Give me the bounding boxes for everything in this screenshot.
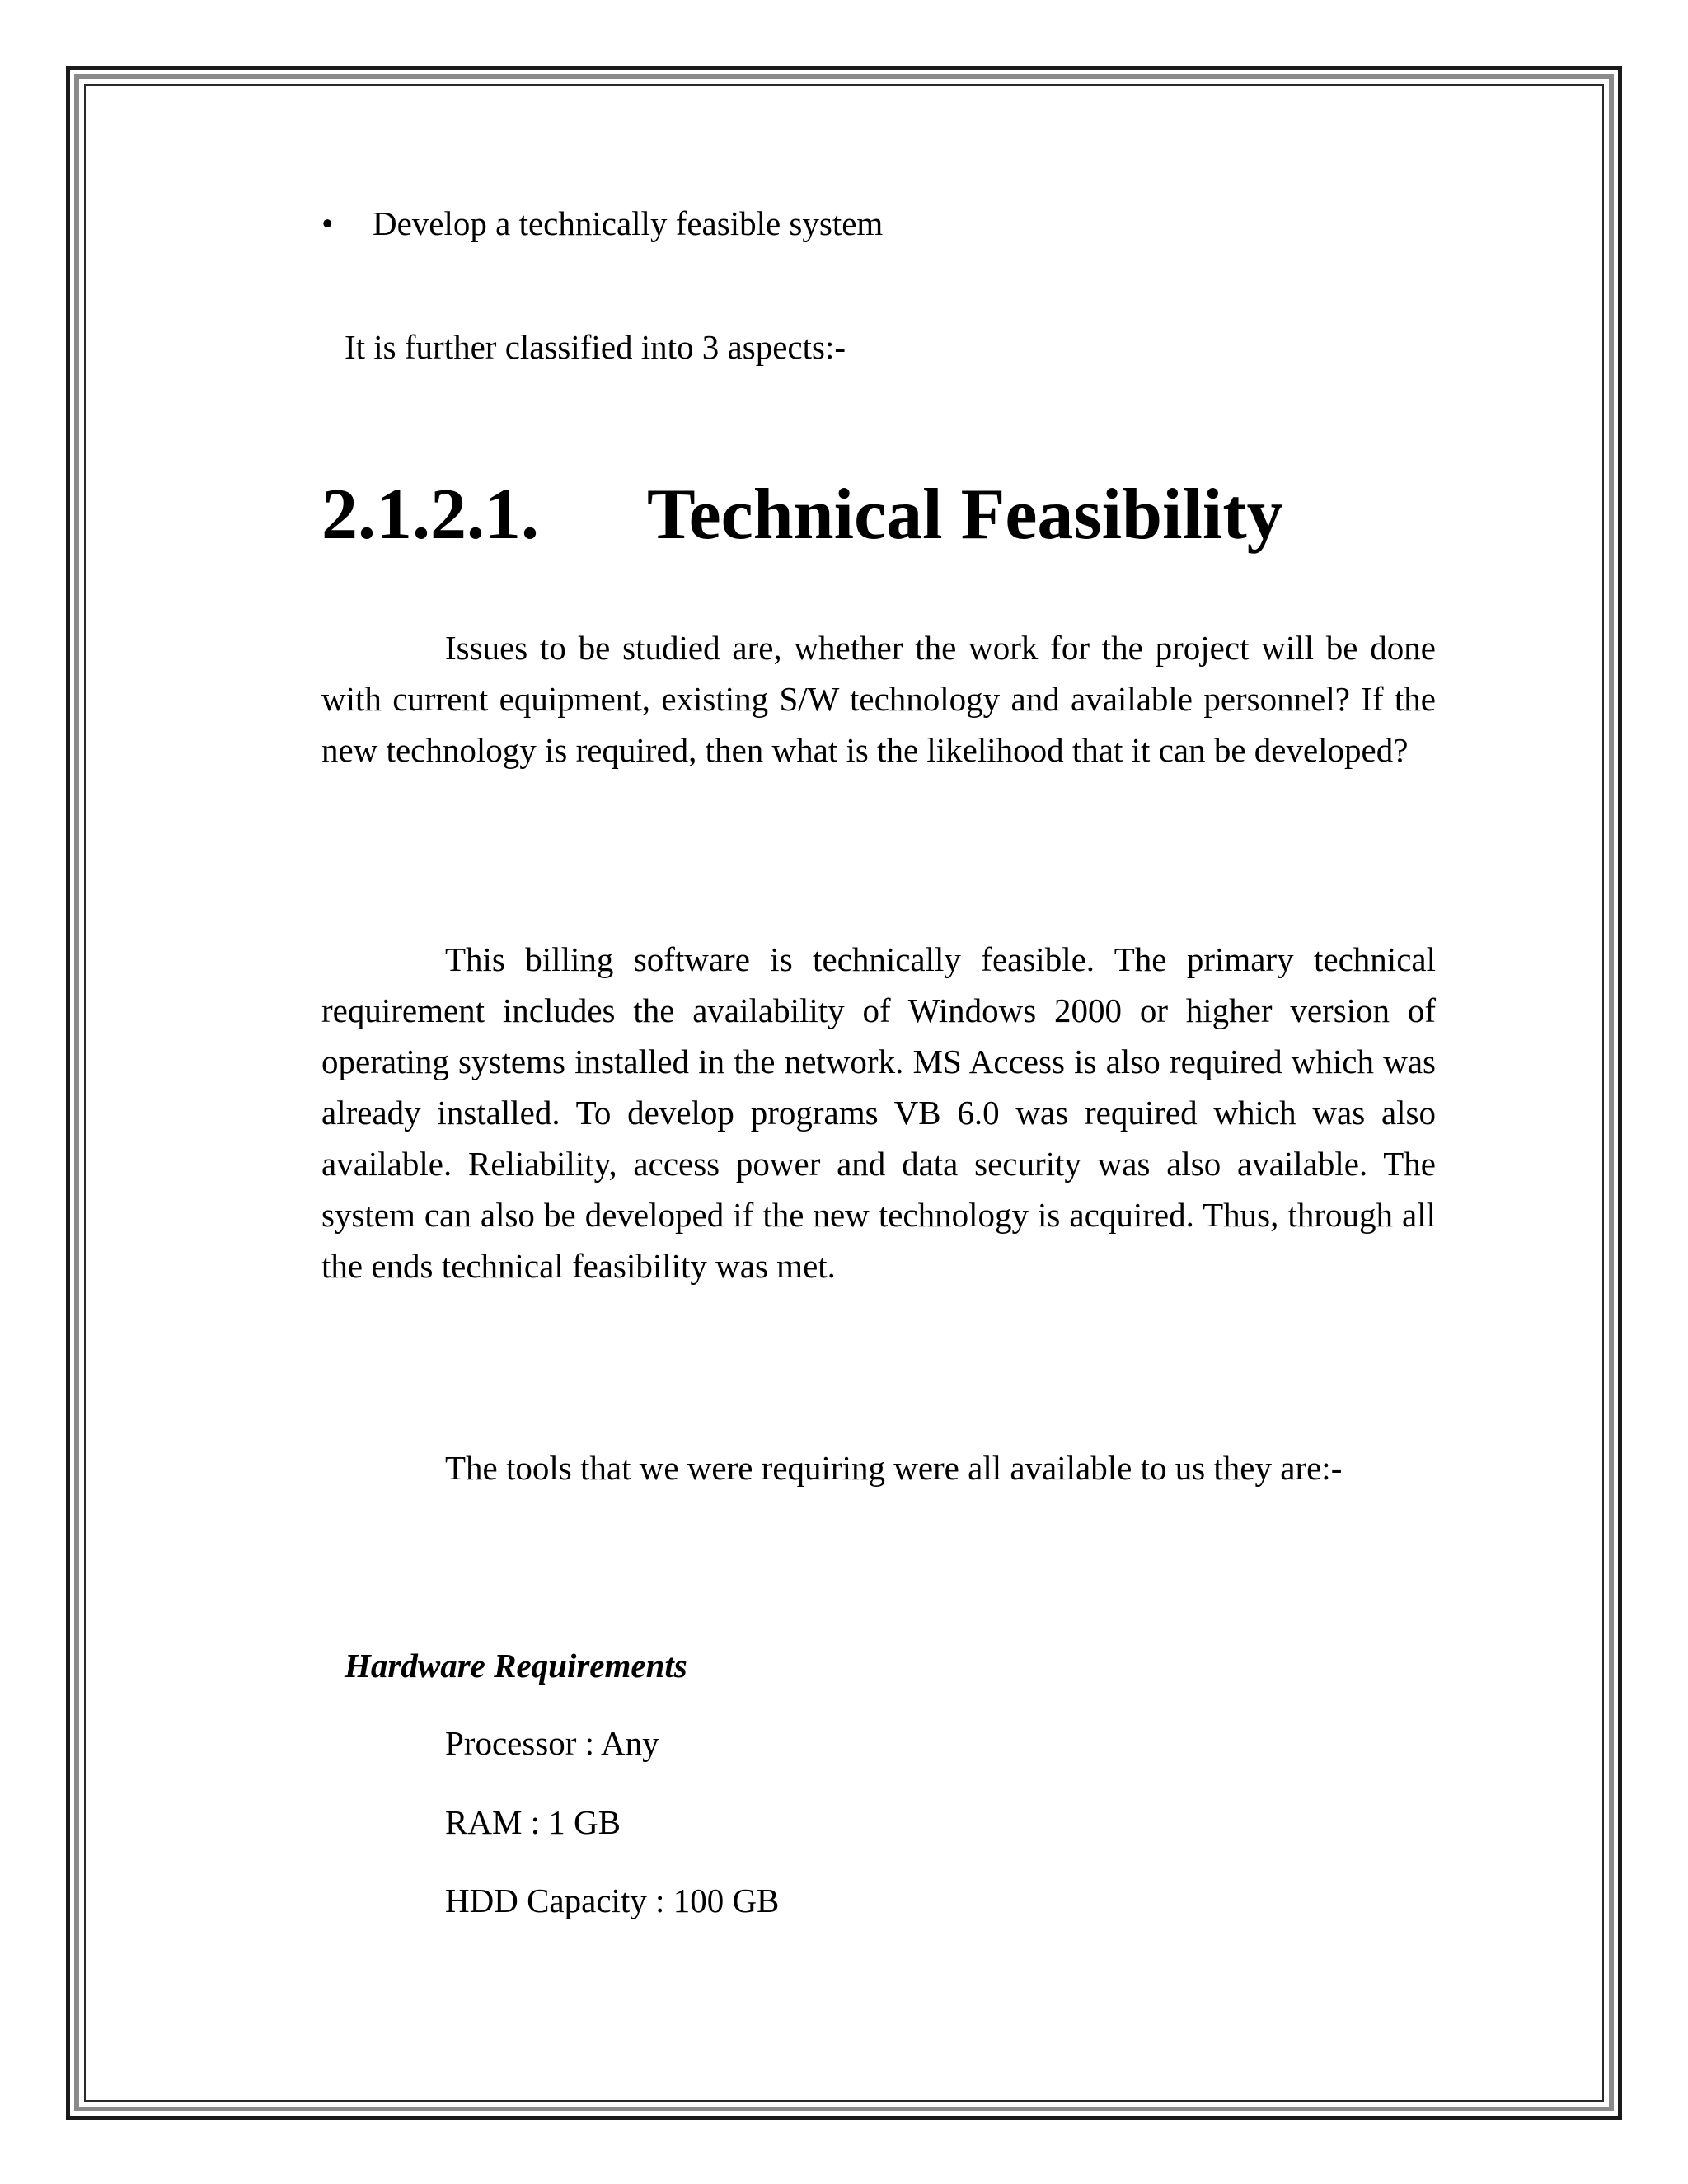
bullet-text: Develop a technically feasible system <box>373 204 884 242</box>
bullet-item <box>321 198 883 249</box>
section-title: Technical Feasibility <box>647 475 1283 555</box>
hardware-item-processor: Processor : Any <box>445 1724 659 1762</box>
hardware-item-hdd: HDD Capacity : 100 GB <box>445 1882 780 1919</box>
bullet-dot-icon: • <box>321 204 334 242</box>
paragraph-tools: The tools that we were requiring were all available to us they are:- <box>445 1449 1343 1487</box>
hardware-requirements-title: Hardware Requirements <box>345 1647 687 1685</box>
classified-text: It is further classified into 3 aspects:- <box>345 328 846 366</box>
paragraph-issues: Issues to be studied are, whether the work for the project will be done with current equipment, existing S/W technology and available personnel? If the new technology is required, then what is the likelihood that it can be developed? <box>321 629 1436 769</box>
section-heading <box>321 470 1283 560</box>
paragraph-feasible: This billing software is technically feasible. The primary technical requirement includes the availability of Windows 2000 or higher version of operating systems installed in the network. MS Access is also required which was already installed. To develop programs VB 6.0 was required which was also available. Reliability, access power and data security was also available. The system can also be developed if the new technology is acquired. Thus, through all the ends technical feasibility was met. <box>321 940 1436 1285</box>
hardware-item-ram: RAM : 1 GB <box>445 1803 621 1841</box>
section-number: 2.1.2.1. <box>321 475 539 555</box>
